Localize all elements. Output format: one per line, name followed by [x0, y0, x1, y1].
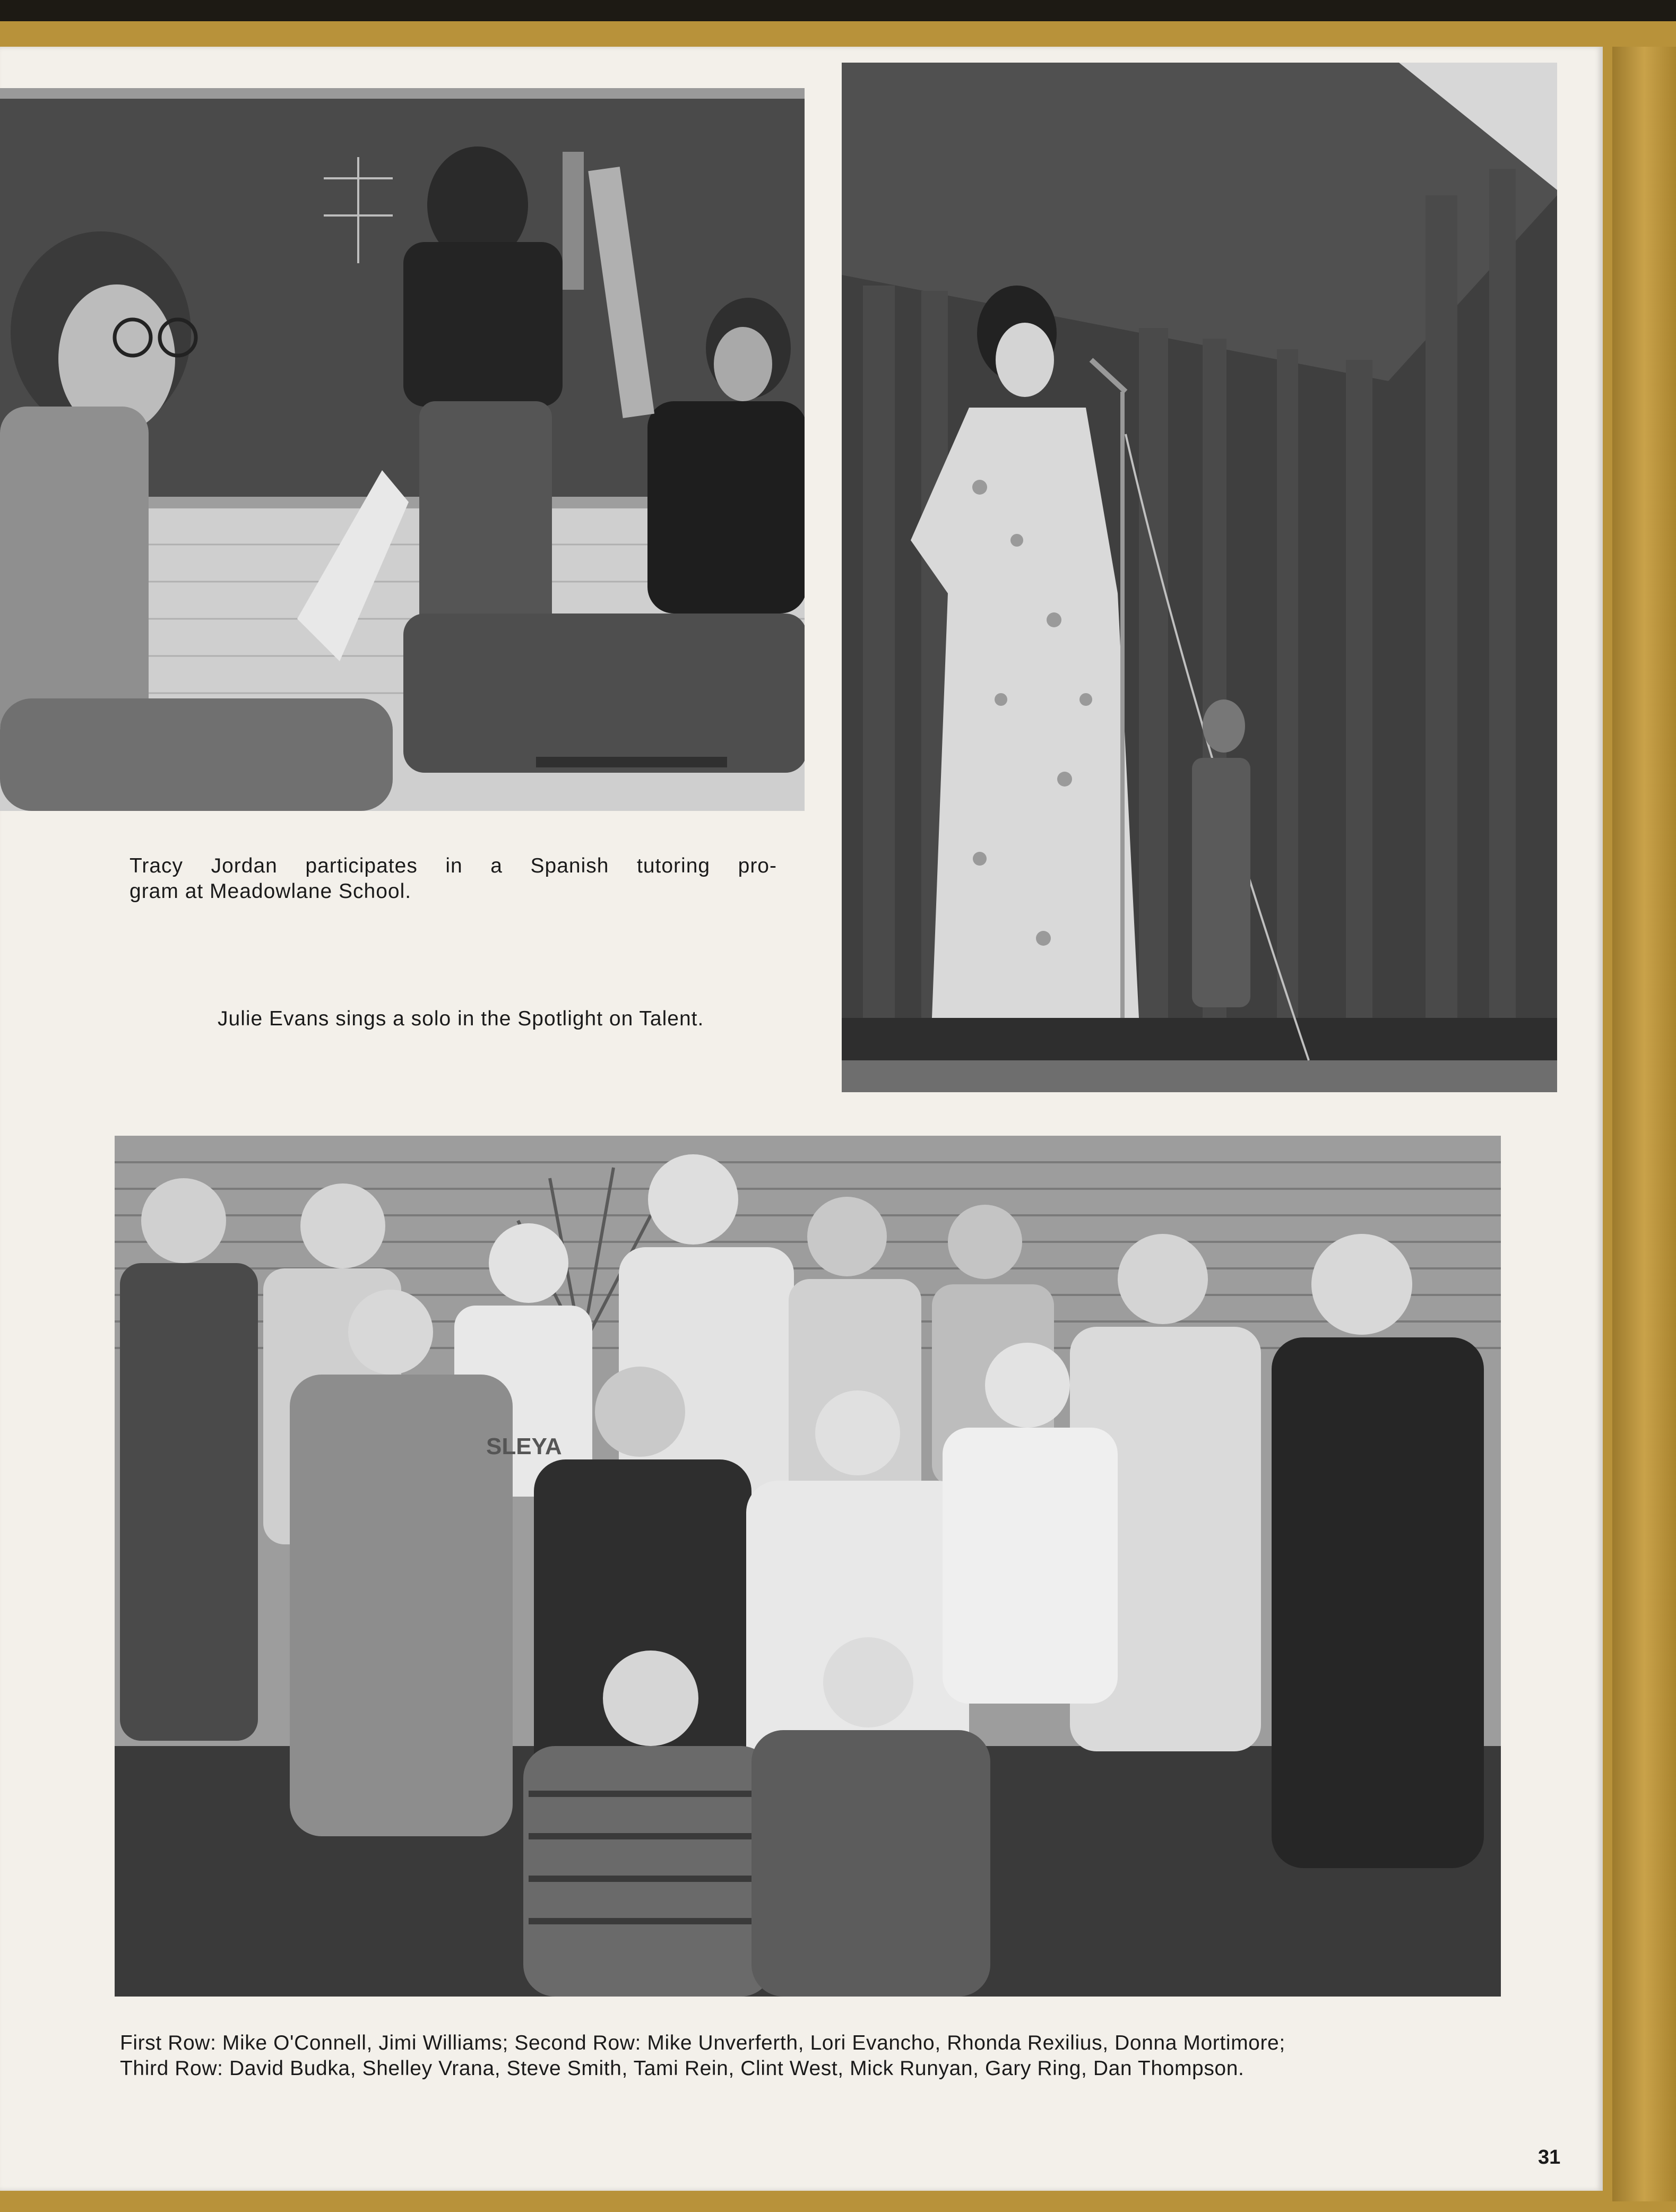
page-corner-fold	[1612, 47, 1676, 2201]
caption-group	[120, 2030, 1500, 2081]
photo-stage-solo	[842, 63, 1557, 1092]
photo-group	[115, 1136, 1501, 1997]
caption-solo: Julie Evans sings a solo in the Spotlight on Talent.	[218, 1007, 704, 1030]
caption-tutoring	[129, 853, 777, 904]
shirt-text: SLEYA	[486, 1433, 562, 1459]
page-number: 31	[1538, 2146, 1561, 2168]
photo-tutoring-classroom	[0, 88, 805, 811]
caption-tutoring-line1: Tracy Jordan participates in a Spanish tutoring pro-	[129, 854, 777, 877]
caption-group-line1: First Row: Mike O'Connell, Jimi Williams; Second Row: Mike Unverferth, Lori Evancho, Rhonda Rexilius, Donna Mortimore;	[120, 2032, 1285, 2054]
caption-group-line2: Third Row: David Budka, Shelley Vrana, Steve Smith, Tami Rein, Clint West, Mick Runyan, Gary Ring, Dan Thompson.	[120, 2057, 1245, 2080]
caption-tutoring-line2: gram at Meadowlane School.	[129, 880, 412, 903]
binding-edge	[0, 0, 1676, 21]
yearbook-page	[0, 47, 1603, 2191]
